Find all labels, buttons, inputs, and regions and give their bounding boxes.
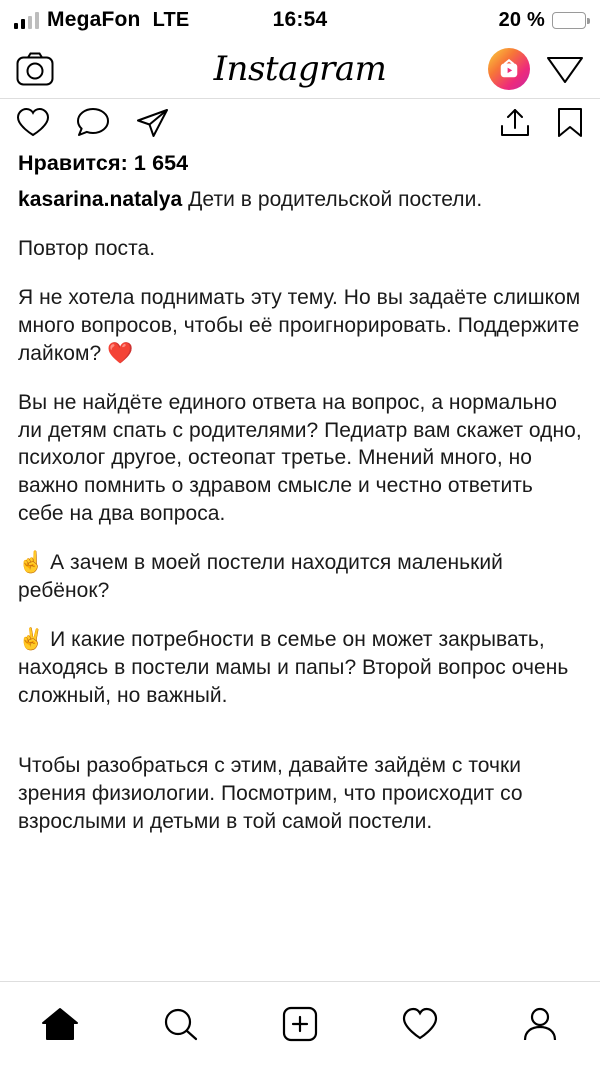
- status-bar: [0, 0, 600, 40]
- caption-first-line: [18, 186, 582, 214]
- igtv-icon[interactable]: [488, 48, 530, 90]
- share-button[interactable]: [136, 107, 170, 138]
- caption-paragraph-2: Я не хотела поднимать эту тему. Но вы задаёте слишком много вопросов, чтобы её проигнорировать. Поддержите лайком? ❤️: [18, 285, 581, 365]
- status-bar-right: [499, 9, 586, 32]
- instagram-logo: Instagram: [213, 49, 387, 89]
- save-button[interactable]: [556, 107, 584, 138]
- status-bar-left: [14, 8, 499, 32]
- battery-icon: [552, 12, 586, 29]
- comment-button[interactable]: [76, 107, 110, 138]
- caption-paragraph-1: Повтор поста.: [18, 236, 156, 260]
- post-caption: [18, 186, 582, 836]
- caption-lead-text: Дети в родительской постели.: [188, 188, 483, 211]
- search-tab[interactable]: [150, 994, 210, 1054]
- caption-paragraph-3: Вы не найдёте единого ответа на вопрос, а нормально ли детям спать с родителями? Педиатр вам скажет одно, психолог другое, остеопат третье. Мнений много, но важно помнить о здравом смысле и честно ответить себе на два вопроса.: [18, 390, 582, 526]
- battery-percent-label: 20 %: [498, 8, 545, 31]
- like-button[interactable]: [16, 107, 50, 138]
- activity-tab[interactable]: [390, 994, 450, 1054]
- post-action-row: [0, 99, 600, 145]
- likes-count[interactable]: Нравится: 1 654: [18, 151, 189, 175]
- camera-button[interactable]: [16, 52, 54, 86]
- carrier-label: MegaFon: [47, 8, 141, 31]
- top-nav-right-actions: [488, 48, 584, 90]
- caption-paragraph-5: ✌️ И какие потребности в семье он может закрывать, находясь в постели мамы и папы? Второй вопрос очень сложный, но важный.: [18, 628, 569, 707]
- post-username[interactable]: kasarina.natalya: [18, 188, 183, 211]
- profile-tab[interactable]: [510, 994, 570, 1054]
- upload-button[interactable]: [500, 107, 530, 138]
- signal-strength-icon: [14, 12, 39, 29]
- clock-label: 16:54: [272, 8, 328, 31]
- add-post-tab[interactable]: [270, 994, 330, 1054]
- bottom-tab-bar: [0, 981, 600, 1066]
- direct-messages-button[interactable]: [546, 52, 584, 86]
- caption-paragraph-6: Чтобы разобраться с этим, давайте зайдём с точки зрения физиологии. Посмотрим, что происходит со взрослыми и детьми в той самой постели.: [18, 753, 523, 833]
- network-type-label: LTE: [152, 8, 190, 31]
- top-navigation-bar: [0, 40, 600, 99]
- post-content: [0, 145, 600, 981]
- caption-paragraph-4: ☝️ А зачем в моей постели находится маленький ребёнок?: [18, 551, 503, 603]
- home-tab[interactable]: [30, 994, 90, 1054]
